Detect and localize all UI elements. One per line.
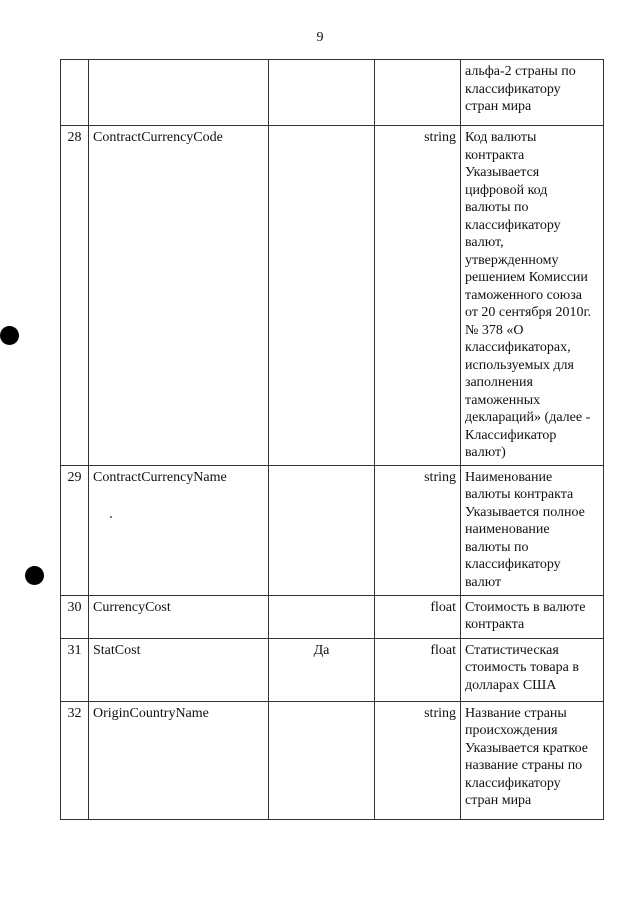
field-type: float (375, 638, 461, 701)
required-flag (269, 60, 375, 126)
field-type (375, 60, 461, 126)
field-name: ContractCurrencyCode (89, 126, 269, 466)
table-row (61, 595, 604, 638)
field-type: string (375, 701, 461, 819)
table-row (61, 638, 604, 701)
row-number: 29 (61, 465, 89, 595)
required-flag (269, 126, 375, 466)
field-name: CurrencyCost (89, 595, 269, 638)
row-number: 28 (61, 126, 89, 466)
row-number (61, 60, 89, 126)
required-flag: Да (269, 638, 375, 701)
field-name (89, 60, 269, 126)
table-row (61, 701, 604, 819)
fields-table (60, 59, 604, 820)
row-number: 30 (61, 595, 89, 638)
field-description: Код валюты контракта Указывается цифровой код валюты по классификатору валют, утвержденному решением Комиссии таможенного союза от 20 сентября 2010г. № 378 «О классификаторах, используемых для заполнения таможенных деклараций» (далее - Классификатор валют) (461, 126, 604, 466)
required-flag (269, 595, 375, 638)
field-description: Название страны происхождения Указывается краткое название страны по классификатору стран мира (461, 701, 604, 819)
row-number: 31 (61, 638, 89, 701)
table-row (61, 60, 604, 126)
row-number: 32 (61, 701, 89, 819)
field-name: StatCost (89, 638, 269, 701)
field-description: Стоимость в валюте контракта (461, 595, 604, 638)
table-row (61, 126, 604, 466)
field-name: OriginCountryName (89, 701, 269, 819)
field-description: альфа-2 страны по классификатору стран мира (461, 60, 604, 126)
required-flag (269, 701, 375, 819)
punch-hole-mark (25, 566, 44, 585)
field-description: Наименование валюты контракта Указывается полное наименование валюты по классификатору валют (461, 465, 604, 595)
table-row (61, 465, 604, 595)
field-type: float (375, 595, 461, 638)
required-flag (269, 465, 375, 595)
page-number: 9 (316, 30, 324, 45)
field-type: string (375, 126, 461, 466)
field-description: Статистическая стоимость товара в долларах США (461, 638, 604, 701)
punch-hole-mark (0, 326, 19, 345)
field-type: string (375, 465, 461, 595)
field-name: ContractCurrencyName (89, 465, 269, 595)
